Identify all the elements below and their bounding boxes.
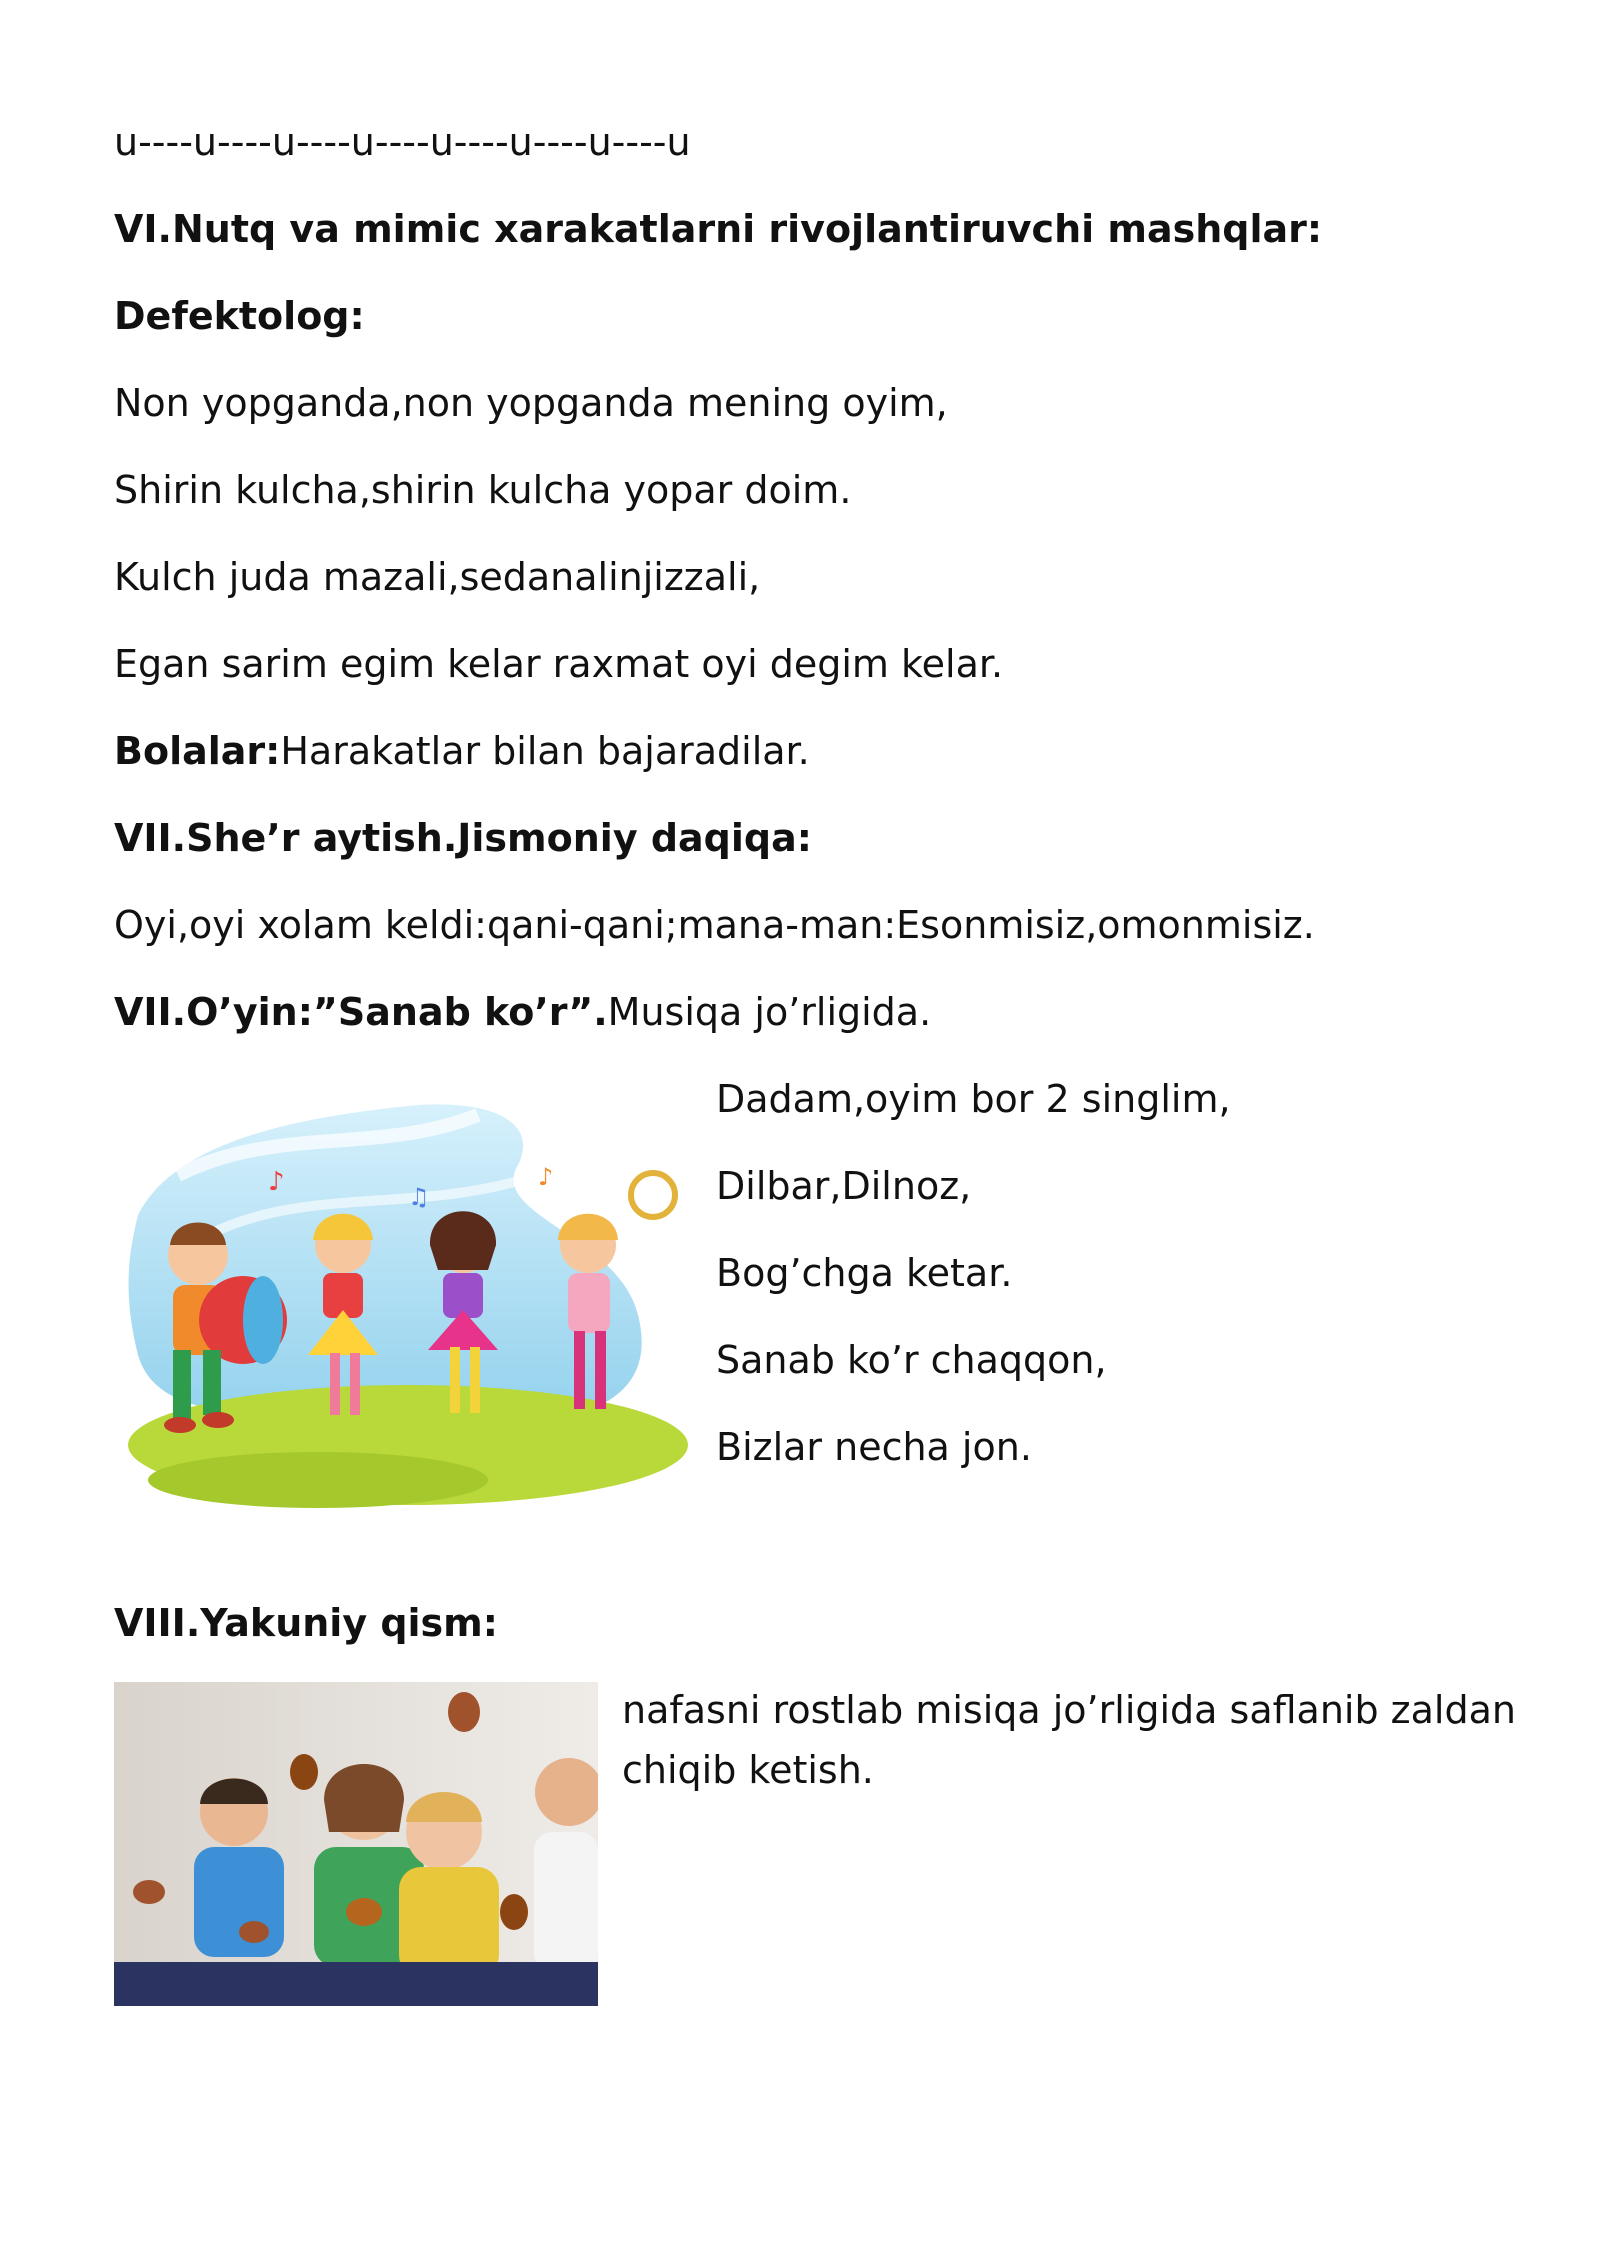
dancing-children-illustration [118, 1095, 700, 1515]
section-7b-label: VII.O’yin:”Sanab ko’r”. [114, 990, 608, 1034]
defektolog-label: Defektolog: [114, 294, 365, 338]
bolalar-paragraph [114, 727, 810, 775]
section-7b-paragraph [114, 988, 931, 1036]
game-line-2: Dilbar,Dilnoz, [716, 1164, 972, 1208]
poem-line-4: Egan sarim egim kelar raxmat oyi degim kelar. [114, 642, 1004, 686]
svg-text:♪: ♪ [538, 1163, 554, 1191]
game-line-4: Sanab ko’r chaqqon, [716, 1338, 1107, 1382]
children-maracas-photo [114, 1682, 598, 2006]
bolalar-text: Harakatlar bilan bajaradilar. [280, 729, 810, 773]
section-6-heading: VI.Nutq va mimic xarakatlarni rivojlantiruvchi mashqlar: [114, 207, 1323, 251]
section-7a-heading: VII.She’r aytish.Jismoniy daqiqa: [114, 816, 812, 860]
poem-line-2: Shirin kulcha,shirin kulcha yopar doim. [114, 468, 852, 512]
section-8-heading: VIII.Yakuniy qism: [114, 1601, 498, 1645]
game-line-5: Bizlar necha jon. [716, 1425, 1032, 1469]
game-line-1: Dadam,oyim bor 2 singlim, [716, 1077, 1231, 1121]
rhythm-line: u----u----u----u----u----u----u----u [114, 120, 691, 164]
section-7b-text: Musiqa jo’rligida. [607, 990, 932, 1034]
poem-line-1: Non yopganda,non yopganda mening oyim, [114, 381, 948, 425]
svg-text:♪: ♪ [268, 1167, 285, 1197]
final-paragraph: nafasni rostlab misiqa jo’rligida saflanib zaldan chiqib ketish. [622, 1688, 1516, 1792]
bolalar-label: Bolalar: [114, 729, 281, 773]
svg-text:♫: ♫ [408, 1183, 430, 1211]
game-line-3: Bog’chga ketar. [716, 1251, 1013, 1295]
oyi-line: Oyi,oyi xolam keldi:qani-qani;mana-man:Esonmisiz,omonmisiz. [114, 903, 1315, 947]
poem-line-3: Kulch juda mazali,sedanalinjizzali, [114, 555, 761, 599]
